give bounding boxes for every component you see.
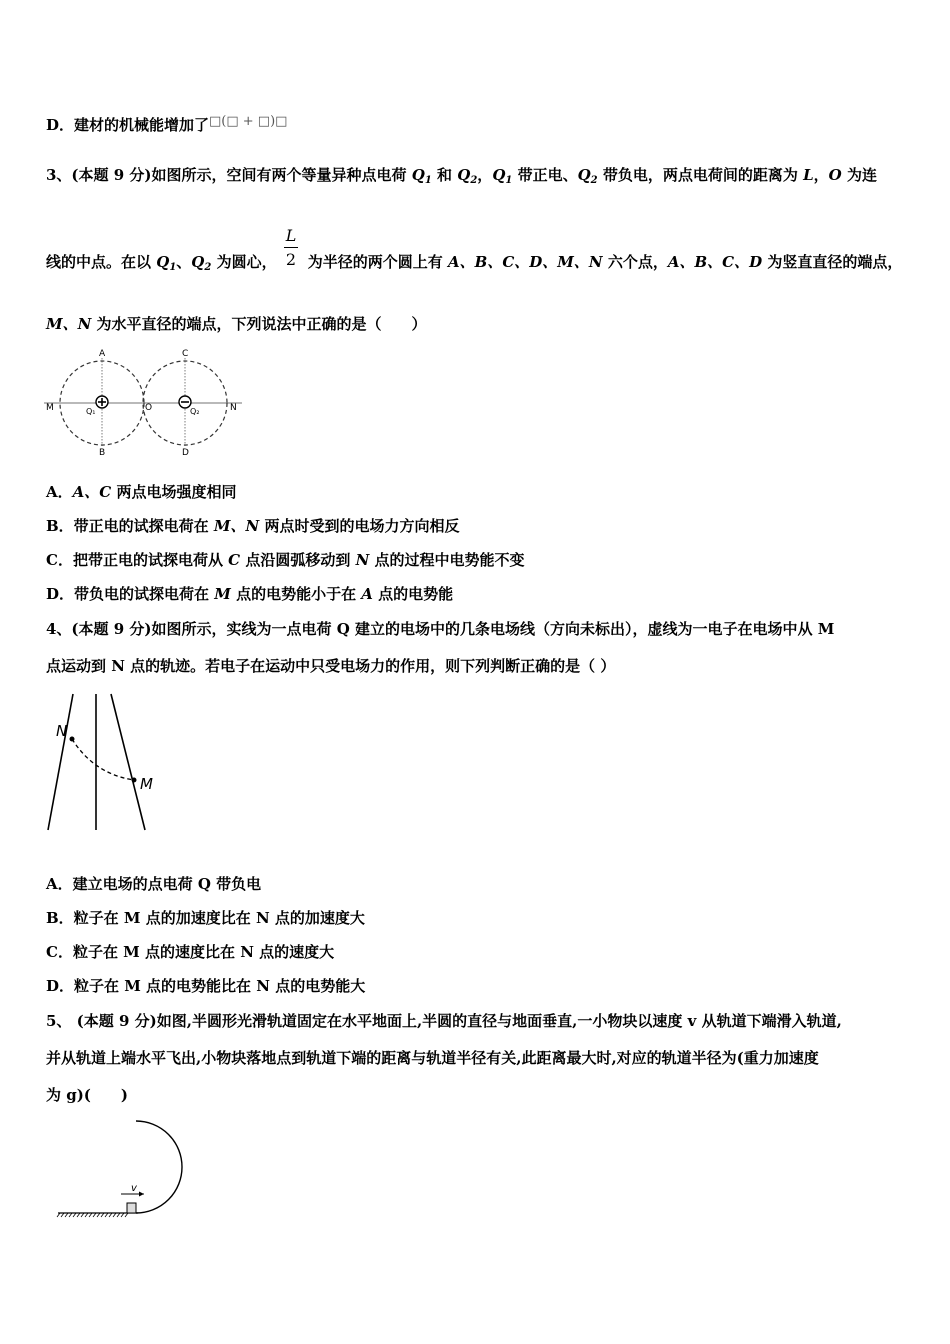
label-m: M [46, 403, 54, 413]
q3-figure [44, 346, 244, 458]
label-o: O [145, 403, 153, 413]
q3-option-c: C．把带正电的试探电荷从 C 点沿圆弧移动到 N 点的过程中电势能不变 [46, 551, 525, 569]
small-block [127, 1203, 136, 1213]
label-m: M [140, 775, 153, 793]
q3-option-d: D．带负电的试探电荷在 M 点的电势能小于在 A 点的电势能 [46, 585, 454, 603]
q4-option-a: A．建立电场的点电荷 Q 带负电 [46, 875, 262, 893]
label-c: C [182, 349, 189, 359]
label-a: A [99, 349, 106, 359]
q3-fraction-l-over-2: L 2 [285, 226, 297, 269]
q2-option-d-formula: □(□ + □)□ [209, 114, 288, 129]
q5-stem-line-1: 5、 (本题 9 分)如图,半圆形光滑轨道固定在水平地面上,半圆的直径与地面垂直,一小物块以速度 v 从轨道下端滑入轨道, [46, 1012, 842, 1030]
label-v: v [131, 1183, 137, 1194]
q4-stem-line-1: 4、(本题 9 分)如图所示，实线为一点电荷 Q 建立的电场中的几条电场线（方向未标出），虚线为一电子在电场中从 M [46, 620, 835, 638]
q3-option-b: B．带正电的试探电荷在 M、N 两点时受到的电场力方向相反 [46, 517, 460, 535]
arrow-head-icon [139, 1192, 144, 1197]
q4-option-b: B．粒子在 M 点的加速度比在 N 点的加速度大 [46, 909, 365, 927]
label-n: N [56, 722, 68, 740]
q5-stem-line-2: 并从轨道上端水平飞出,小物块落地点到轨道下端的距离与轨道半径有关,此距离最大时,对应的轨道半径为(重力加速度 [46, 1049, 819, 1067]
q3-stem-line-2: 线的中点。在以 $Q_1$、$Q_2$ 为圆心， 为半径的两个圆上有 A、B、C、D、M、N 六个点，A、B、C、D 为竖直直径的端点， [46, 253, 903, 273]
q3-stem-line-1: 3、(本题 9 分)如图所示，空间有两个等量异种点电荷 $Q_1$ 和 $Q_2$，$Q_1$ 带正电、$Q_2$ 带负电，两点电荷间的距离为 L，O 为连 [46, 166, 877, 186]
point-n [70, 737, 75, 742]
field-line-left [48, 694, 73, 830]
q3-option-a: A．A、C 两点电场强度相同 [46, 483, 237, 501]
electron-trajectory [72, 739, 134, 780]
q4-figure [44, 692, 174, 834]
q5-stem-line-3: 为 g)( ) [46, 1086, 129, 1104]
field-line-right [111, 694, 145, 830]
q2-option-d: D．建材的机械能增加了□(□ + □)□ [46, 114, 288, 134]
q4-stem-line-2: 点运动到 N 点的轨迹。若电子在运动中只受电场力的作用，则下列判断正确的是（ ） [46, 657, 616, 675]
label-q2: Q₂ [190, 407, 200, 416]
q4-option-c: C．粒子在 M 点的速度比在 N 点的速度大 [46, 943, 335, 961]
semicircle-track [136, 1121, 182, 1213]
label-b: B [99, 448, 106, 458]
q3-stem-line-3: M、N 为水平直径的端点，下列说法中正确的是（ ） [46, 315, 427, 333]
label-q1: Q₁ [86, 407, 96, 416]
q5-figure [56, 1118, 188, 1218]
label-n: N [230, 403, 237, 413]
q4-option-d: D．粒子在 M 点的电势能比在 N 点的电势能大 [46, 977, 366, 995]
label-d: D [182, 448, 189, 458]
point-m [132, 778, 137, 783]
